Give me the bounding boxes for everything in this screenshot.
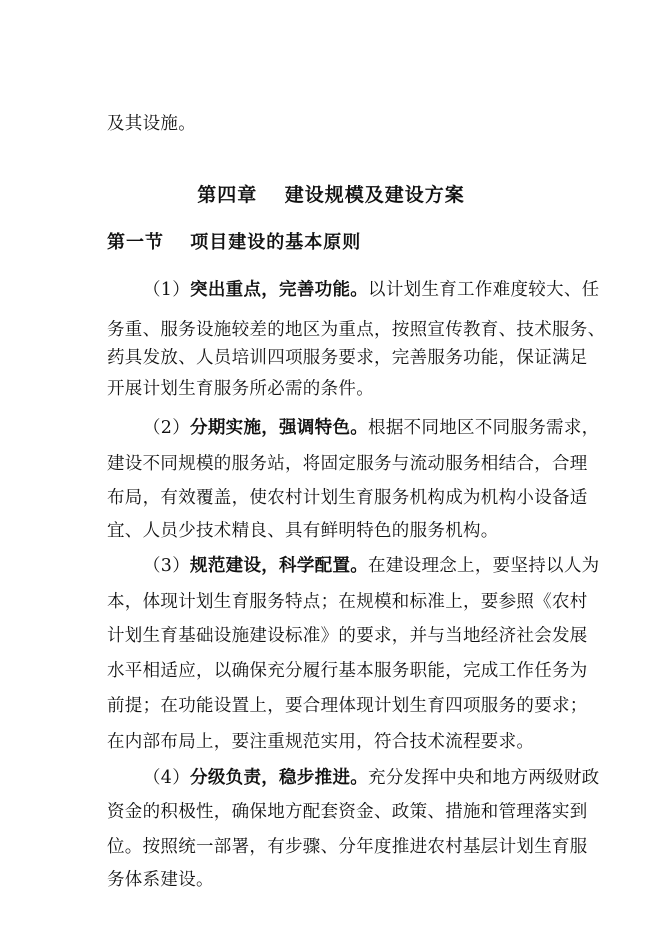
principle-3-line-6: 在内部布局上，要注重规范实用，符合技术流程要求。 xyxy=(107,732,535,752)
principle-1-number: （1） xyxy=(143,280,191,300)
chapter-title: 第四章 建设规模及建设方案 xyxy=(197,184,465,206)
principle-4-number: （4） xyxy=(143,768,191,788)
principle-2-number: （2） xyxy=(143,418,191,438)
principle-3-line-3: 计划生育基础设施建设标准》的要求，并与当地经济社会发展 xyxy=(107,626,588,646)
intro-tail-line: 及其设施。 xyxy=(107,114,196,134)
principle-3-number: （3） xyxy=(143,556,191,576)
principle-3-line-2: 本，体现计划生育服务特点；在规模和标准上，要参照《农村 xyxy=(107,592,588,612)
principle-4-heading: 分级负责，稳步推进。 xyxy=(190,768,369,788)
principle-4-first-line xyxy=(143,766,599,790)
principle-3-first-line xyxy=(143,554,599,578)
principle-3-text: 在建设理念上，要坚持以人为 xyxy=(368,556,600,576)
principle-4-text: 充分发挥中央和地方两级财政 xyxy=(368,768,600,788)
principle-2-heading: 分期实施，强调特色。 xyxy=(190,418,369,438)
section-title: 第一节 项目建设的基本原则 xyxy=(107,232,362,253)
principle-2-line-3: 布局，有效覆盖，使农村计划生育服务机构成为机构小设备适 xyxy=(107,488,588,508)
principle-2-line-2: 建设不同规模的服务站，将固定服务与流动服务相结合，合理 xyxy=(107,454,588,474)
principle-2-text: 根据不同地区不同服务需求， xyxy=(368,418,600,438)
principle-4-line-4: 务体系建设。 xyxy=(107,870,214,890)
principle-1-first-line xyxy=(143,278,599,302)
principle-3-line-4: 水平相适应，以确保充分履行基本服务职能，完成工作任务为 xyxy=(107,661,588,681)
principle-1-heading: 突出重点，完善功能。 xyxy=(190,280,369,300)
principle-3-heading: 规范建设，科学配置。 xyxy=(190,556,369,576)
principle-2-first-line xyxy=(143,416,599,440)
principle-4-line-3: 位。按照统一部署，有步骤、分年度推进农村基层计划生育服 xyxy=(107,837,588,857)
principle-4-line-2: 资金的积极性，确保地方配套资金、政策、措施和管理落实到 xyxy=(107,802,588,822)
principle-1-text: 以计划生育工作难度较大、任 xyxy=(368,280,600,300)
principle-1-line-3: 药具发放、人员培训四项服务要求，完善服务功能，保证满足 xyxy=(107,348,588,368)
principle-2-line-4: 宜、人员少技术精良、具有鲜明特色的服务机构。 xyxy=(107,521,499,541)
principle-3-line-5: 前提；在功能设置上，要合理体现计划生育四项服务的要求； xyxy=(107,696,588,716)
principle-1-line-2: 务重、服务设施较差的地区为重点，按照宣传教育、技术服务、 xyxy=(107,320,606,340)
principle-1-line-4: 开展计划生育服务所必需的条件。 xyxy=(107,379,374,399)
